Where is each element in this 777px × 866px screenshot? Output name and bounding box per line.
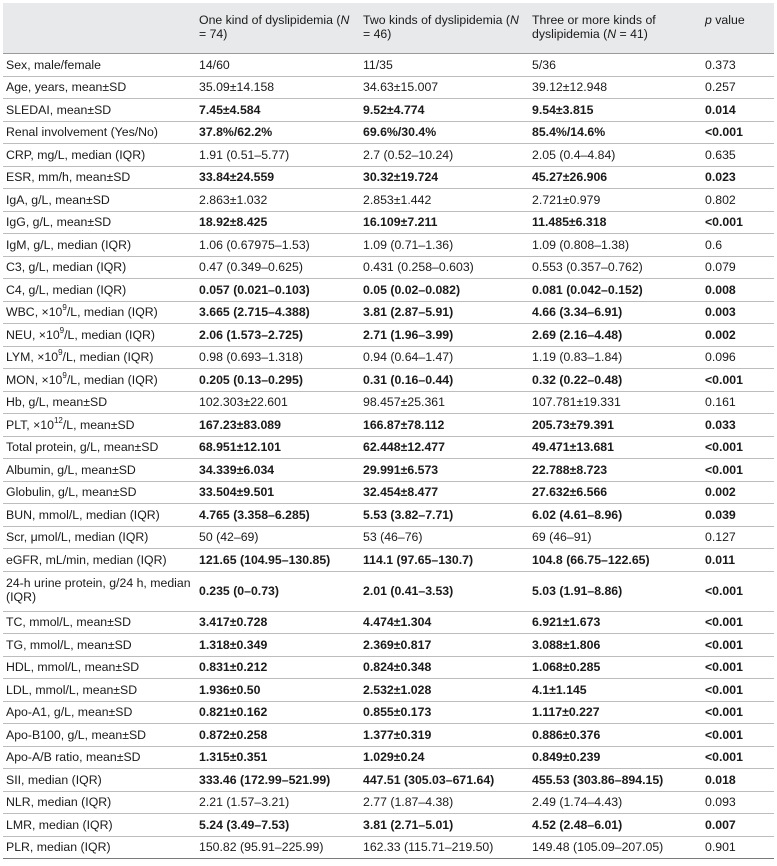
value-one-kind: 1.318±0.349 <box>196 634 360 657</box>
row-label: PLT, $\times 10^{12}/L$, mean±SD <box>3 414 196 437</box>
table-row <box>3 99 774 122</box>
value-p: 0.039 <box>702 504 774 527</box>
value-three-or-more: 3.088±1.806 <box>529 634 702 657</box>
value-two-kinds: 29.991±6.573 <box>360 459 529 482</box>
table-row <box>3 746 774 769</box>
table-row <box>3 724 774 747</box>
value-three-or-more: 2.05 (0.4–4.84) <box>529 144 702 167</box>
value-three-or-more: 1.19 (0.83–1.84) <box>529 346 702 369</box>
row-label: ESR, mm/h, mean±SD <box>3 166 196 189</box>
value-three-or-more: 0.849±0.239 <box>529 746 702 769</box>
row-label: Hb, g/L, mean±SD <box>3 391 196 414</box>
value-one-kind: 0.235 (0–0.73) <box>196 571 360 611</box>
value-one-kind: 0.47 (0.349–0.625) <box>196 256 360 279</box>
value-two-kinds: 98.457±25.361 <box>360 391 529 414</box>
value-one-kind: 33.504±9.501 <box>196 481 360 504</box>
table-row <box>3 189 774 212</box>
value-two-kinds: 69.6%/30.4% <box>360 121 529 144</box>
value-three-or-more: 4.52 (2.48–6.01) <box>529 814 702 837</box>
value-three-or-more: 6.921±1.673 <box>529 611 702 634</box>
row-label: TC, mmol/L, mean±SD <box>3 611 196 634</box>
value-p: <0.001 <box>702 634 774 657</box>
value-one-kind: 333.46 (172.99–521.99) <box>196 769 360 792</box>
value-one-kind: 167.23±83.089 <box>196 414 360 437</box>
table-row <box>3 76 774 99</box>
value-p: 0.257 <box>702 76 774 99</box>
value-two-kinds: 11/35 <box>360 54 529 77</box>
value-two-kinds: 0.855±0.173 <box>360 701 529 724</box>
value-p: <0.001 <box>702 724 774 747</box>
row-label: Globulin, g/L, mean±SD <box>3 481 196 504</box>
comparison-table <box>3 3 774 859</box>
value-three-or-more: 0.553 (0.357–0.762) <box>529 256 702 279</box>
table-row <box>3 504 774 527</box>
header-three-or-more: Three or more kinds of dyslipidemia (N = 41) <box>529 3 702 54</box>
header-row <box>3 3 774 54</box>
value-three-or-more: 205.73±79.391 <box>529 414 702 437</box>
value-two-kinds: 114.1 (97.65–130.7) <box>360 549 529 572</box>
table-row <box>3 634 774 657</box>
table-container <box>3 3 774 859</box>
value-one-kind: 0.831±0.212 <box>196 656 360 679</box>
value-three-or-more: 1.117±0.227 <box>529 701 702 724</box>
row-label: Total protein, g/L, mean±SD <box>3 436 196 459</box>
value-two-kinds: 4.474±1.304 <box>360 611 529 634</box>
row-label: Albumin, g/L, mean±SD <box>3 459 196 482</box>
table-row <box>3 459 774 482</box>
table-row <box>3 526 774 549</box>
value-three-or-more: 0.32 (0.22–0.48) <box>529 369 702 392</box>
value-p: 0.373 <box>702 54 774 77</box>
value-p: 0.635 <box>702 144 774 167</box>
row-label: WBC, $\times 10^9/L$, median (IQR) <box>3 301 196 324</box>
value-one-kind: 5.24 (3.49–7.53) <box>196 814 360 837</box>
row-label: 24-h urine protein, g/24 h, median (IQR) <box>3 571 196 611</box>
table-row <box>3 54 774 77</box>
header-p-value: p value <box>702 3 774 54</box>
value-three-or-more: 4.66 (3.34–6.91) <box>529 301 702 324</box>
value-p: <0.001 <box>702 701 774 724</box>
value-one-kind: 1.936±0.50 <box>196 679 360 702</box>
row-label: PLR, median (IQR) <box>3 836 196 859</box>
row-label: NEU, $\times 10^9/L$, median (IQR) <box>3 324 196 347</box>
table-row <box>3 814 774 837</box>
row-label: TG, mmol/L, mean±SD <box>3 634 196 657</box>
value-one-kind: 34.339±6.034 <box>196 459 360 482</box>
table-row <box>3 346 774 369</box>
row-label: Renal involvement (Yes/No) <box>3 121 196 144</box>
table-row <box>3 414 774 437</box>
value-p: <0.001 <box>702 571 774 611</box>
table-row <box>3 701 774 724</box>
table-row <box>3 791 774 814</box>
value-two-kinds: 32.454±8.477 <box>360 481 529 504</box>
value-three-or-more: 1.068±0.285 <box>529 656 702 679</box>
value-two-kinds: 16.109±7.211 <box>360 211 529 234</box>
value-one-kind: 2.21 (1.57–3.21) <box>196 791 360 814</box>
value-p: <0.001 <box>702 611 774 634</box>
value-three-or-more: 1.09 (0.808–1.38) <box>529 234 702 257</box>
value-three-or-more: 45.27±26.906 <box>529 166 702 189</box>
row-label: LDL, mmol/L, mean±SD <box>3 679 196 702</box>
row-label: Scr, μmol/L, median (IQR) <box>3 526 196 549</box>
value-two-kinds: 1.029±0.24 <box>360 746 529 769</box>
value-two-kinds: 2.853±1.442 <box>360 189 529 212</box>
value-two-kinds: 2.77 (1.87–4.38) <box>360 791 529 814</box>
row-label: C3, g/L, median (IQR) <box>3 256 196 279</box>
value-one-kind: 50 (42–69) <box>196 526 360 549</box>
value-two-kinds: 0.31 (0.16–0.44) <box>360 369 529 392</box>
value-p: 0.161 <box>702 391 774 414</box>
row-label: LYM, $\times 10^9/L$, median (IQR) <box>3 346 196 369</box>
table-row <box>3 391 774 414</box>
value-two-kinds: 3.81 (2.71–5.01) <box>360 814 529 837</box>
row-label: CRP, mg/L, median (IQR) <box>3 144 196 167</box>
value-two-kinds: 0.05 (0.02–0.082) <box>360 279 529 302</box>
value-three-or-more: 22.788±8.723 <box>529 459 702 482</box>
table-row <box>3 481 774 504</box>
value-two-kinds: 5.53 (3.82–7.71) <box>360 504 529 527</box>
row-label: NLR, median (IQR) <box>3 791 196 814</box>
value-one-kind: 0.821±0.162 <box>196 701 360 724</box>
value-two-kinds: 166.87±78.112 <box>360 414 529 437</box>
value-p: <0.001 <box>702 211 774 234</box>
value-one-kind: 33.84±24.559 <box>196 166 360 189</box>
row-label: HDL, mmol/L, mean±SD <box>3 656 196 679</box>
value-three-or-more: 4.1±1.145 <box>529 679 702 702</box>
value-two-kinds: 34.63±15.007 <box>360 76 529 99</box>
value-p: <0.001 <box>702 459 774 482</box>
value-p: <0.001 <box>702 121 774 144</box>
header-variable <box>3 3 196 54</box>
value-three-or-more: 69 (46–91) <box>529 526 702 549</box>
table-header <box>3 3 774 54</box>
value-one-kind: 0.98 (0.693–1.318) <box>196 346 360 369</box>
value-one-kind: 2.06 (1.573–2.725) <box>196 324 360 347</box>
row-label: IgG, g/L, mean±SD <box>3 211 196 234</box>
table-body <box>3 54 774 859</box>
value-one-kind: 18.92±8.425 <box>196 211 360 234</box>
value-one-kind: 1.315±0.351 <box>196 746 360 769</box>
row-label: SLEDAI, mean±SD <box>3 99 196 122</box>
value-p: 0.6 <box>702 234 774 257</box>
header-two-kinds: Two kinds of dyslipidemia (N = 46) <box>360 3 529 54</box>
value-three-or-more: 0.886±0.376 <box>529 724 702 747</box>
row-label: Apo-B100, g/L, mean±SD <box>3 724 196 747</box>
row-label: IgA, g/L, mean±SD <box>3 189 196 212</box>
value-p: <0.001 <box>702 679 774 702</box>
value-two-kinds: 62.448±12.477 <box>360 436 529 459</box>
table-row <box>3 256 774 279</box>
value-one-kind: 2.863±1.032 <box>196 189 360 212</box>
row-label: C4, g/L, median (IQR) <box>3 279 196 302</box>
value-three-or-more: 2.49 (1.74–4.43) <box>529 791 702 814</box>
value-one-kind: 7.45±4.584 <box>196 99 360 122</box>
value-one-kind: 0.872±0.258 <box>196 724 360 747</box>
table-row <box>3 324 774 347</box>
value-three-or-more: 107.781±19.331 <box>529 391 702 414</box>
value-three-or-more: 0.081 (0.042–0.152) <box>529 279 702 302</box>
value-three-or-more: 149.48 (105.09–207.05) <box>529 836 702 859</box>
value-p: 0.007 <box>702 814 774 837</box>
table-row <box>3 836 774 859</box>
table-row <box>3 211 774 234</box>
row-label: IgM, g/L, median (IQR) <box>3 234 196 257</box>
row-label: Age, years, mean±SD <box>3 76 196 99</box>
table-row <box>3 679 774 702</box>
row-label: LMR, median (IQR) <box>3 814 196 837</box>
value-two-kinds: 1.377±0.319 <box>360 724 529 747</box>
value-three-or-more: 5.03 (1.91–8.86) <box>529 571 702 611</box>
table-row <box>3 549 774 572</box>
value-p: 0.008 <box>702 279 774 302</box>
value-one-kind: 1.91 (0.51–5.77) <box>196 144 360 167</box>
table-row <box>3 121 774 144</box>
value-three-or-more: 11.485±6.318 <box>529 211 702 234</box>
value-two-kinds: 3.81 (2.87–5.91) <box>360 301 529 324</box>
table-row <box>3 611 774 634</box>
value-three-or-more: 27.632±6.566 <box>529 481 702 504</box>
table-row <box>3 144 774 167</box>
value-p: 0.096 <box>702 346 774 369</box>
row-label: Apo-A/B ratio, mean±SD <box>3 746 196 769</box>
table-row <box>3 279 774 302</box>
value-p: <0.001 <box>702 436 774 459</box>
value-three-or-more: 2.69 (2.16–4.48) <box>529 324 702 347</box>
table-row <box>3 571 774 611</box>
value-one-kind: 68.951±12.101 <box>196 436 360 459</box>
value-p: 0.127 <box>702 526 774 549</box>
value-two-kinds: 2.7 (0.52–10.24) <box>360 144 529 167</box>
value-two-kinds: 2.532±1.028 <box>360 679 529 702</box>
value-two-kinds: 0.431 (0.258–0.603) <box>360 256 529 279</box>
row-label: SII, median (IQR) <box>3 769 196 792</box>
value-one-kind: 4.765 (3.358–6.285) <box>196 504 360 527</box>
value-two-kinds: 9.52±4.774 <box>360 99 529 122</box>
row-label: Apo-A1, g/L, mean±SD <box>3 701 196 724</box>
value-p: <0.001 <box>702 656 774 679</box>
header-one-kind: One kind of dyslipidemia (N = 74) <box>196 3 360 54</box>
value-two-kinds: 2.71 (1.96–3.99) <box>360 324 529 347</box>
value-p: 0.802 <box>702 189 774 212</box>
value-p: 0.011 <box>702 549 774 572</box>
value-p: 0.018 <box>702 769 774 792</box>
value-p: 0.093 <box>702 791 774 814</box>
value-p: 0.003 <box>702 301 774 324</box>
value-one-kind: 150.82 (95.91–225.99) <box>196 836 360 859</box>
value-one-kind: 1.06 (0.67975–1.53) <box>196 234 360 257</box>
value-p: 0.014 <box>702 99 774 122</box>
value-p: <0.001 <box>702 369 774 392</box>
value-three-or-more: 6.02 (4.61–8.96) <box>529 504 702 527</box>
value-p: <0.001 <box>702 746 774 769</box>
value-p: 0.002 <box>702 481 774 504</box>
value-two-kinds: 2.369±0.817 <box>360 634 529 657</box>
value-p: 0.002 <box>702 324 774 347</box>
value-three-or-more: 49.471±13.681 <box>529 436 702 459</box>
table-row <box>3 166 774 189</box>
value-p: 0.023 <box>702 166 774 189</box>
value-three-or-more: 39.12±12.948 <box>529 76 702 99</box>
row-label: MON, $\times 10^9/L$, median (IQR) <box>3 369 196 392</box>
value-one-kind: 0.057 (0.021–0.103) <box>196 279 360 302</box>
value-p: 0.901 <box>702 836 774 859</box>
value-two-kinds: 162.33 (115.71–219.50) <box>360 836 529 859</box>
value-two-kinds: 0.94 (0.64–1.47) <box>360 346 529 369</box>
value-two-kinds: 447.51 (305.03–671.64) <box>360 769 529 792</box>
value-two-kinds: 0.824±0.348 <box>360 656 529 679</box>
table-row <box>3 369 774 392</box>
value-two-kinds: 2.01 (0.41–3.53) <box>360 571 529 611</box>
value-one-kind: 3.417±0.728 <box>196 611 360 634</box>
table-row <box>3 656 774 679</box>
row-label: BUN, mmol/L, median (IQR) <box>3 504 196 527</box>
value-p: 0.033 <box>702 414 774 437</box>
value-two-kinds: 1.09 (0.71–1.36) <box>360 234 529 257</box>
value-one-kind: 121.65 (104.95–130.85) <box>196 549 360 572</box>
value-one-kind: 37.8%/62.2% <box>196 121 360 144</box>
table-row <box>3 436 774 459</box>
value-three-or-more: 104.8 (66.75–122.65) <box>529 549 702 572</box>
table-row <box>3 769 774 792</box>
value-one-kind: 35.09±14.158 <box>196 76 360 99</box>
table-row <box>3 301 774 324</box>
value-two-kinds: 53 (46–76) <box>360 526 529 549</box>
value-three-or-more: 455.53 (303.86–894.15) <box>529 769 702 792</box>
value-three-or-more: 2.721±0.979 <box>529 189 702 212</box>
row-label: eGFR, mL/min, median (IQR) <box>3 549 196 572</box>
value-three-or-more: 5/36 <box>529 54 702 77</box>
value-one-kind: 3.665 (2.715–4.388) <box>196 301 360 324</box>
table-row <box>3 234 774 257</box>
value-one-kind: 102.303±22.601 <box>196 391 360 414</box>
value-three-or-more: 9.54±3.815 <box>529 99 702 122</box>
value-two-kinds: 30.32±19.724 <box>360 166 529 189</box>
value-one-kind: 0.205 (0.13–0.295) <box>196 369 360 392</box>
value-three-or-more: 85.4%/14.6% <box>529 121 702 144</box>
row-label: Sex, male/female <box>3 54 196 77</box>
value-one-kind: 14/60 <box>196 54 360 77</box>
value-p: 0.079 <box>702 256 774 279</box>
